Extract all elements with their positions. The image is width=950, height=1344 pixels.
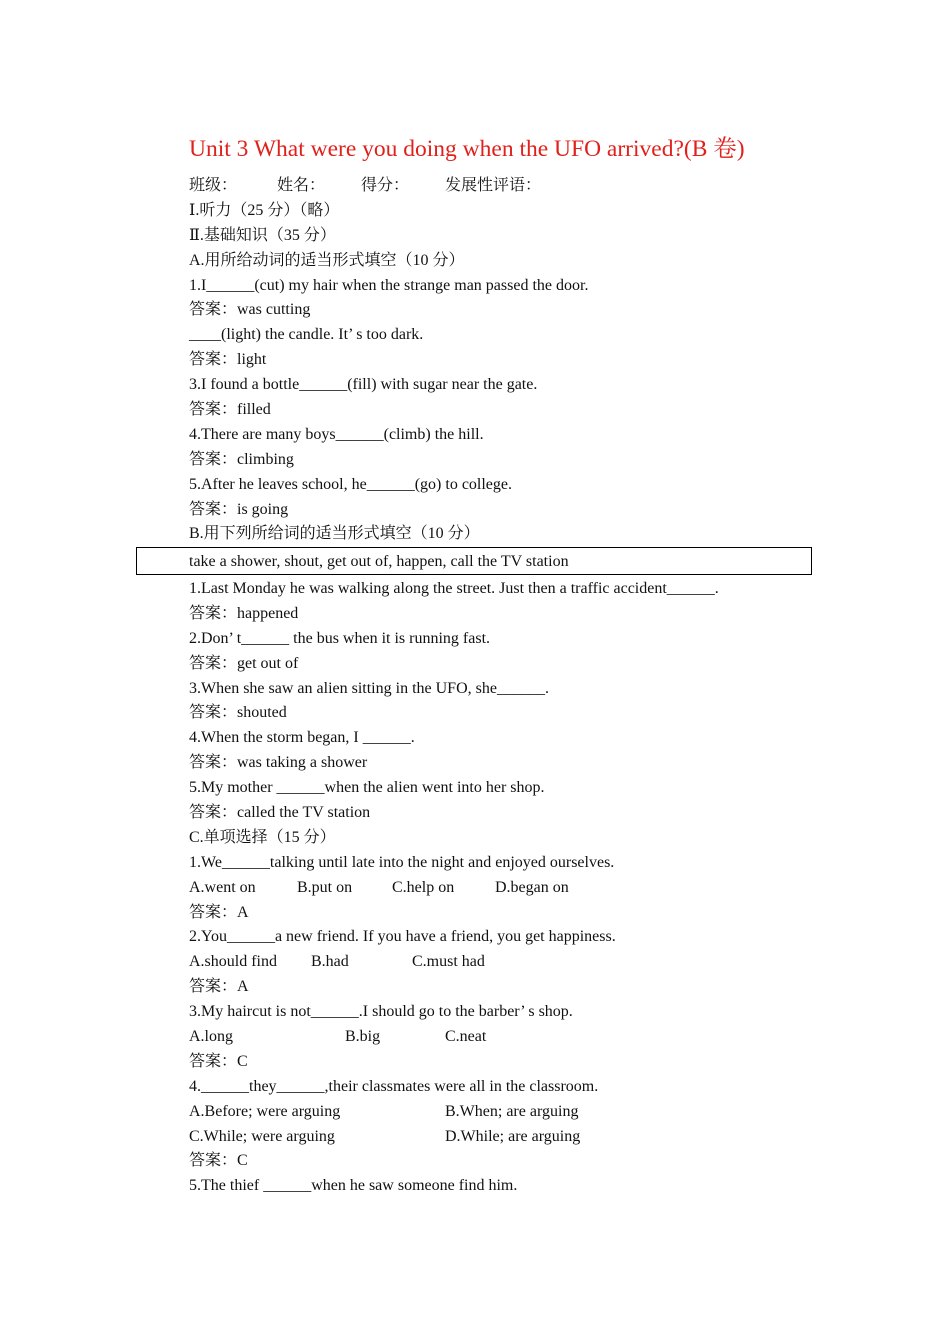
word-bank-box — [136, 547, 812, 575]
word-bank-text: take a shower, shout, get out of, happen, call the TV station — [189, 553, 569, 570]
question-text: 5.My mother ______when the alien went into her shop. — [189, 779, 545, 797]
question-text: 5.After he leaves school, he______(go) to college. — [189, 475, 513, 493]
question-text: 3.My haircut is not______.I should go to the barber’ s shop. — [189, 1003, 573, 1021]
option-a: A.long — [189, 1028, 233, 1046]
comment-label: 发展性评语： — [445, 177, 542, 194]
section-bottom — [189, 577, 829, 1199]
part-c-heading: C.单项选择（15 分） — [189, 828, 336, 846]
options-row — [189, 876, 829, 901]
option-c: C.While; were arguing — [189, 1127, 335, 1145]
answer-text: 答案：C — [189, 1152, 248, 1170]
name-label: 姓名： — [277, 177, 326, 194]
score-label: 得分： — [361, 177, 410, 194]
question-text: 4.When the storm began, I ______. — [189, 729, 415, 747]
question-text: 1.Last Monday he was walking along the street. Just then a traffic accident______. — [189, 580, 719, 597]
option-a: A.went on — [189, 878, 256, 896]
answer-text: 答案：filled — [189, 401, 271, 419]
question-text: 5.The thief ______when he saw someone find him. — [189, 1177, 518, 1195]
part-a-heading: A.用所给动词的适当形式填空（10 分） — [189, 251, 465, 269]
option-c: C.help on — [392, 878, 455, 896]
answer-text: 答案：was taking a shower — [189, 754, 368, 772]
answer-text: 答案：happened — [189, 604, 299, 622]
section-top — [189, 174, 829, 547]
answer-text: 答案：get out of — [189, 654, 299, 672]
option-b: B.When; are arguing — [445, 1102, 579, 1120]
question-text: 2.You______a new friend. If you have a friend, you get happiness. — [189, 928, 616, 946]
section-basic-knowledge: Ⅱ.基础知识（35 分） — [189, 226, 336, 244]
section-listening: Ⅰ.听力（25 分）（略） — [189, 201, 340, 219]
option-d: D.While; are arguing — [445, 1127, 581, 1145]
option-a: A.should find — [189, 953, 277, 971]
part-b-heading: B.用下列所给词的适当形式填空（10 分） — [189, 525, 480, 543]
option-b: B.big — [345, 1028, 381, 1046]
options-row — [189, 950, 829, 975]
question-text: 3.I found a bottle______(fill) with sugar near the gate. — [189, 376, 538, 394]
question-text: ____(light) the candle. It’ s too dark. — [189, 326, 424, 344]
option-b: B.put on — [297, 878, 353, 896]
answer-text: 答案：shouted — [189, 704, 287, 722]
class-label: 班级： — [189, 177, 238, 194]
page-title: Unit 3 What were you doing when the UFO arrived?(B 卷) — [189, 136, 745, 162]
answer-text: 答案：C — [189, 1052, 248, 1070]
student-info-row — [189, 174, 829, 199]
option-c: C.must had — [412, 953, 485, 971]
options-row — [189, 1125, 829, 1150]
option-c: C.neat — [445, 1028, 487, 1046]
question-text: 4.______they______,their classmates were all in the classroom. — [189, 1077, 599, 1095]
answer-text: 答案：A — [189, 903, 249, 921]
question-text: 2.Don’ t______ the bus when it is running fast. — [189, 629, 491, 647]
answer-text: 答案：is going — [189, 500, 289, 518]
answer-text: 答案：light — [189, 351, 267, 369]
option-b: B.had — [311, 953, 349, 971]
answer-text: 答案：was cutting — [189, 301, 311, 319]
answer-text: 答案：climbing — [189, 450, 294, 468]
option-a: A.Before; were arguing — [189, 1102, 341, 1120]
answer-text: 答案：A — [189, 978, 249, 996]
option-d: D.began on — [495, 878, 569, 896]
options-row — [189, 1100, 829, 1125]
question-text: 1.I______(cut) my hair when the strange man passed the door. — [189, 276, 589, 294]
options-row — [189, 1025, 829, 1050]
question-text: 4.There are many boys______(climb) the hill. — [189, 425, 484, 443]
answer-text: 答案：called the TV station — [189, 804, 371, 822]
question-text: 1.We______talking until late into the night and enjoyed ourselves. — [189, 853, 615, 871]
question-text: 3.When she saw an alien sitting in the UFO, she______. — [189, 679, 549, 697]
